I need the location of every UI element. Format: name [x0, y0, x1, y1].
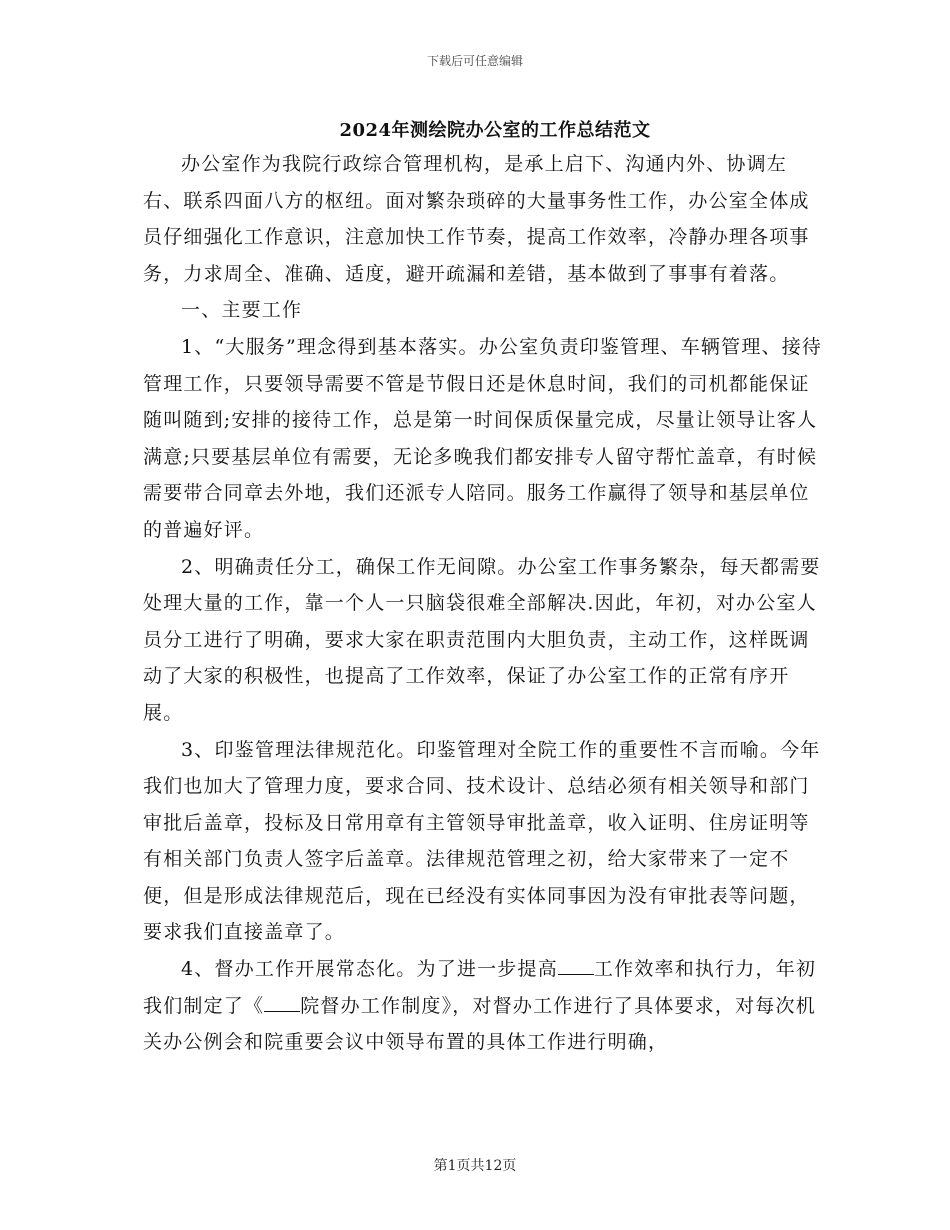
paragraph-item-3: 3、印鉴管理法律规范化。印鉴管理对全院工作的重要性不言而喻。今年我们也加大了管理力度，要求合同、技术设计、总结必须有相关领导和部门审批后盖章，投标及日常用章有主管领导审批盖章，收入证明、住房证明等有相关部门负责人签字后盖章。法律规范管理之初，给大家带来了一定不便，但是形成法律规范后，现在已经没有实体同事因为没有审批表等问题，要求我们直接盖章了。: [143, 738, 821, 944]
document-body: [143, 146, 823, 1061]
intro-paragraph: 办公室作为我院行政综合管理机构，是承上启下、沟通内外、协调左右、联系四面八方的枢纽。面对繁杂琐碎的大量事务性工作，办公室全体成员仔细强化工作意识，注意加快工作节奏，提高工作效率，冷静办理各项事务，力求周全、准确、适度，避开疏漏和差错，基本做到了事事有着落。: [143, 153, 810, 285]
blank-line: [558, 956, 594, 975]
document-title: 2024年测绘院办公室的工作总结范文: [339, 120, 651, 141]
page-footer: 第1页共12页: [433, 1158, 517, 1174]
paragraph-item-4: [143, 951, 823, 1061]
paragraph-4-part-3: 院督办工作制度》，对督办工作进行了具体要求，对每次机关办公例会和院重要会议中领导布置的具体工作进行明确，: [143, 994, 816, 1054]
paragraph-item-2: 2、明确责任分工，确保工作无间隙。办公室工作事务繁杂，每天都需要处理大量的工作，靠一个人一只脑袋很难全部解决.因此，年初，对办公室人员分工进行了明确，要求大家在职责范围内大胆负责，主动工作，这样既调动了大家的积极性，也提高了工作效率，保证了办公室工作的正常有序开展。: [143, 555, 821, 724]
section-heading: 一、主要工作: [181, 299, 303, 322]
paragraph-4-part-2: 工作效率和执行力，年初我们制定了《: [143, 958, 817, 1017]
paragraph-item-1: 1、“大服务”理念得到基本落实。办公室负责印鉴管理、车辆管理、接待管理工作，只要领导需要不管是节假日还是休息时间，我们的司机都能保证随叫随到;安排的接待工作，总是第一时间保质保量完成，尽量让领导让客人满意;只要基层单位有需要，无论多晚我们都安排专人留守帮忙盖章，有时候需要带合同章去外地，我们还派专人陪同。服务工作赢得了领导和基层单位的普遍好评。: [143, 335, 823, 541]
blank-line: [264, 993, 300, 1012]
paragraph-4-part-1: 4、督办工作开展常态化。为了进一步提高: [181, 958, 558, 981]
header-note: 下载后可任意编辑: [426, 54, 523, 68]
